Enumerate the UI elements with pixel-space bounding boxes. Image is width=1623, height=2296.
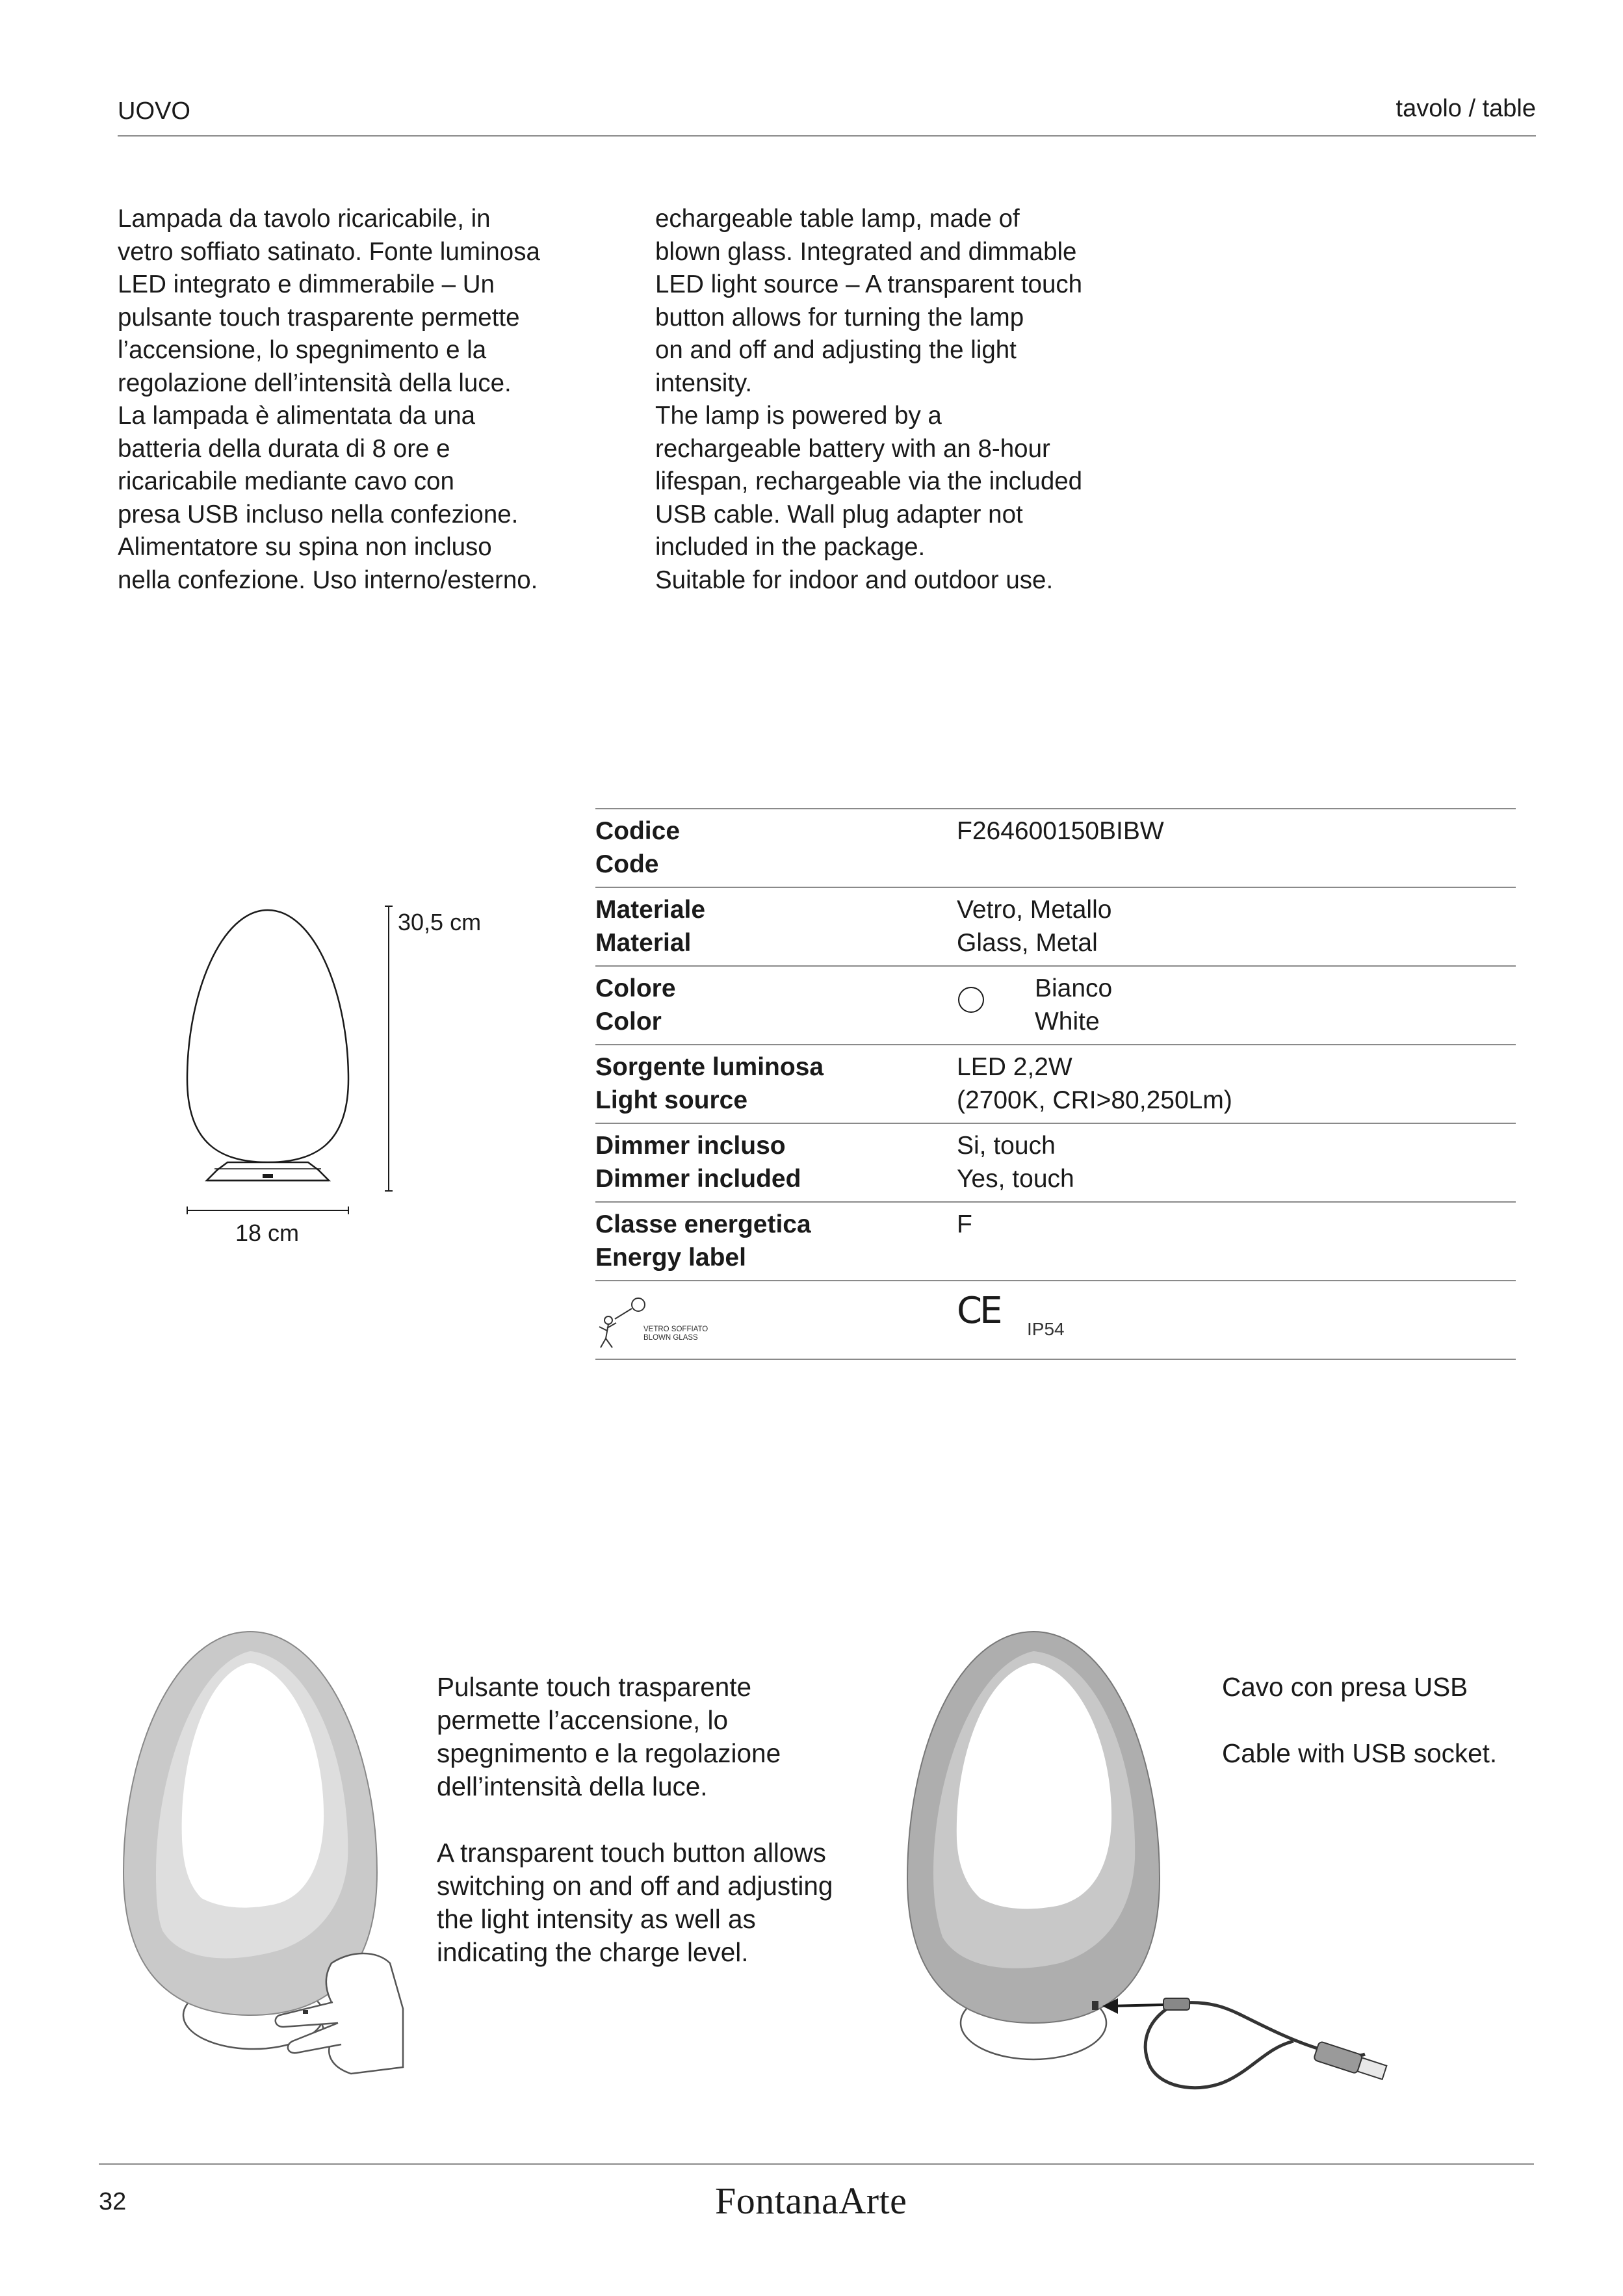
spec-label: Colore Color: [595, 974, 676, 1036]
spec-row-certifications: [595, 1280, 1516, 1360]
header-divider: [118, 135, 1536, 137]
blown-glass-label: VETRO SOFFIATO BLOWN GLASS: [643, 1325, 708, 1342]
lamp-outline: [187, 910, 348, 1162]
spec-label: Materiale Material: [595, 896, 706, 957]
description-english: echargeable table lamp, made of blown glass. Integrated and dimmable LED light source – A transparent touch button allows for turning the lamp on and off and adjusting the light intensity. The lamp is powered by a rechargeable battery with an 8-hour lifespan, rechargeable via the included USB cable. Wall plug adapter not included in the package. Suitable for indoor and outdoor use.: [655, 205, 1083, 594]
ce-mark: CE: [957, 1290, 1000, 1332]
footer-divider: [99, 2163, 1534, 2165]
ip-rating: IP54: [1027, 1319, 1065, 1339]
spec-row-dimmer: [595, 1123, 1516, 1201]
spec-label: Classe energetica Energy label: [595, 1210, 811, 1272]
product-name: UOVO: [118, 98, 190, 125]
spec-value: Si, touch Yes, touch: [957, 1132, 1074, 1193]
spec-value: Vetro, Metallo Glass, Metal: [957, 896, 1112, 957]
spec-table: [595, 808, 1516, 1360]
spec-row-code: [595, 808, 1516, 887]
spec-row-light-source: [595, 1044, 1516, 1123]
page-number: 32: [99, 2188, 127, 2215]
brand-logo: FontanaArte: [715, 2180, 907, 2222]
technical-drawing: [175, 884, 409, 1248]
spec-value: LED 2,2W (2700K, CRI>80,250Lm): [957, 1053, 1232, 1114]
spec-value: F264600150BIBW: [957, 817, 1164, 845]
height-dimension: 30,5 cm: [398, 909, 482, 935]
category-label: tavolo / table: [1396, 95, 1536, 122]
width-dimension: 18 cm: [235, 1220, 300, 1246]
spec-value: F: [957, 1210, 972, 1238]
usb-feature-text: Cavo con presa USB Cable with USB socket.: [1222, 1672, 1498, 1768]
spec-label: Sorgente luminosa Light source: [595, 1053, 824, 1114]
spec-row-material: [595, 887, 1516, 965]
color-swatch: [958, 987, 984, 1013]
spec-value: Bianco White: [1035, 974, 1113, 1036]
touch-button-mark: [263, 1174, 273, 1178]
spec-row-color: [595, 965, 1516, 1044]
glassblower-icon: [595, 1290, 647, 1349]
touch-feature-text: Pulsante touch trasparente permette l’accensione, lo spegnimento e la regolazione dell’intensità della luce. A transparent touch button allows switching on and off and adjusting the light intensity as well as indicating the charge level.: [437, 1672, 833, 1967]
spec-label: Codice Code: [595, 817, 681, 878]
spec-label: Dimmer incluso Dimmer included: [595, 1132, 801, 1193]
description-italian: Lampada da tavolo ricaricabile, in vetro soffiato satinato. Fonte luminosa LED integrato e dimmerabile – Un pulsante touch trasparente permette l’accensione, lo spegnimento e la regolazione dell’intensità della luce. La lampada è alimentata da una batteria della durata di 8 ore e ricaricabile mediante cavo con presa USB incluso nella confezione. Alimentatore su spina non incluso nella confezione. Uso interno/esterno.: [118, 205, 540, 594]
spec-row-energy: [595, 1201, 1516, 1280]
touch-illustration: [117, 1625, 416, 2080]
